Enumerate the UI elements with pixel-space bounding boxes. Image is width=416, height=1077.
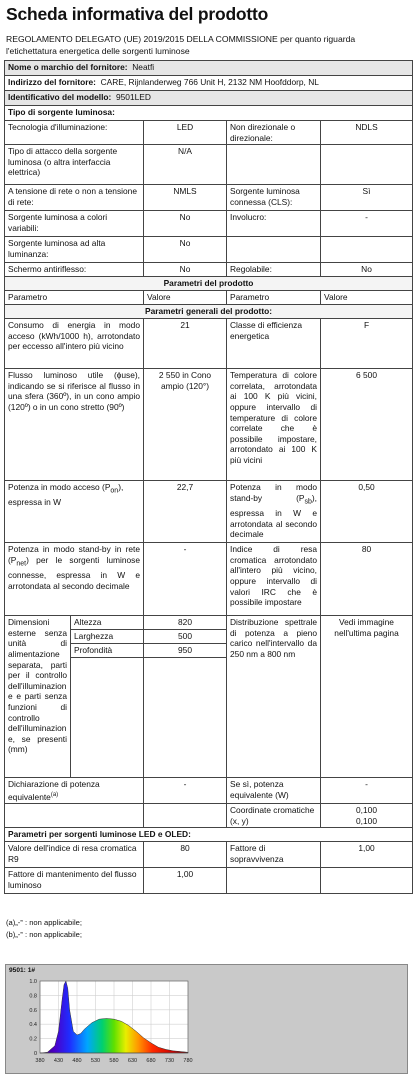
tecnologia-label: Tecnologia d'illuminazione: [5,121,144,145]
footnotes [6,917,82,941]
pnet-value: - [144,543,227,616]
x-tick-label: 480 [72,1058,82,1064]
supplier-address-label: Indirizzo del fornitore: [8,77,96,87]
general-header: Parametri generali del prodotto: [5,305,413,319]
sopravvivenza-label: Fattore di sopravvivenza [227,842,321,868]
consumo-label: Consumo di energia in modo acceso (kWh/1000 h), arrotondato per eccesso all'intero più vicino [5,319,144,369]
luminanza-value: No [144,237,227,263]
table-row [5,842,413,868]
pon-value: 22,7 [144,481,227,543]
r9-label: Valore dell'indice di resa cromatica R9 [5,842,144,868]
flusso-value: 2 550 in Cono ampio (120°) [144,369,227,481]
classe-label: Classe di efficienza energetica [227,319,321,369]
larghezza-value: 500 [144,630,227,644]
model-id: 9501LED [115,92,151,102]
page-title: Scheda informativa del prodotto [6,4,269,24]
spectrum-plot [6,975,407,1071]
table-row [5,369,413,481]
mantenimento-value: 1,00 [144,868,227,894]
col-valore: Valore [144,291,227,305]
psb-value: 0,50 [321,481,413,543]
dichiarazione-label: Dichiarazione di potenza equivalente$^{(a)}$ [5,778,144,804]
col-valore-2: Valore [321,291,413,305]
y-tick-label: 0.6 [29,1007,37,1014]
temperatura-value: 6 500 [321,369,413,481]
table-row [5,76,413,91]
distribuzione-value: Vedi immagine nell'ultima pagina [321,616,413,778]
equivalente-label: Se sì, potenza equivalente (W) [227,778,321,804]
x-tick-label: 380 [35,1058,45,1064]
classe-value: F [321,319,413,369]
altezza-label: Altezza [71,616,144,630]
involucro-label: Involucro: [227,211,321,237]
table-row [5,868,413,894]
attacco-value: N/A [144,145,227,185]
table-row [5,61,413,76]
larghezza-label: Larghezza [71,630,144,644]
tensione-label: A tensione di rete o non a tensione di rete: [5,185,144,211]
tecnologia-value: LED [144,121,227,145]
pon-label: Potenza in modo acceso $(P_{on})$, espressa in W [5,481,144,543]
x-tick-label: 780 [183,1058,193,1064]
table-row [5,616,413,630]
table-row [5,91,413,106]
tensione-value: NMLS [144,185,227,211]
col-parametro: Parametro [5,291,144,305]
x-tick-label: 580 [109,1058,119,1064]
table-row [5,121,413,145]
table-row [5,828,413,842]
table-row [5,263,413,277]
table-row [5,543,413,616]
table-row [5,481,413,543]
x-tick-label: 530 [90,1058,101,1064]
profondita-value: 950 [144,644,227,658]
table-row [5,804,413,828]
equivalente-value: - [321,778,413,804]
spectrum-title: 9501: 1# [9,967,36,974]
x-tick-label: 680 [146,1058,156,1064]
led-header: Parametri per sorgenti luminose LED e OLED: [5,828,413,842]
supplier-address: CARE, Rijnlanderweg 766 Unit H, 2132 NM Hoofddorp, NL [100,77,319,87]
mantenimento-label: Fattore di mantenimento del flusso luminoso [5,868,144,894]
dichiarazione-value: - [144,778,227,804]
table-row [5,778,413,804]
table-row [5,277,413,291]
footnote-a: (a)„-‟ : non applicabile; [6,918,82,927]
involucro-value: - [321,211,413,237]
direzionale-label: Non direzionale o direzionale: [227,121,321,145]
irc-value: 80 [321,543,413,616]
irc-label: Indice di resa cromatica arrotondato all'intero più vicino, oppure intervallo di valori IRC che è possibile impostare [227,543,321,616]
table-row [5,319,413,369]
y-tick-label: 0.4 [29,1022,37,1029]
table-row [5,291,413,305]
profondita-label: Profondità [71,644,144,658]
antiriflesso-label: Schermo antiriflesso: [5,263,144,277]
table-row [5,305,413,319]
sopravvivenza-value: 1,00 [321,842,413,868]
connessa-value: Sì [321,185,413,211]
pnet-label: Potenza in modo stand-by in rete $(P_{net})$ per le sorgenti luminose connesse, espressa in W e arrotondata al secondo decimale [5,543,144,616]
table-row [5,145,413,185]
direzionale-value: NDLS [321,121,413,145]
consumo-value: 21 [144,319,227,369]
temperatura-label: Temperatura di colore correlata, arrotondata ai 100 K più vicini, oppure intervallo di temperature di colore correlate che è possibile impostare, arrotondato ai 100 K più vicini [227,369,321,481]
model-id-label: Identificativo del modello: [8,92,112,102]
source-type-header: Tipo di sorgente luminosa: [5,106,413,121]
y-tick-label: 0.8 [29,993,37,1000]
table-row [5,211,413,237]
y-tick-label: 1.0 [29,979,37,985]
regolabile-label: Regolabile: [227,263,321,277]
regulation-text: REGOLAMENTO DELEGATO (UE) 2019/2015 DELLA COMMISSIONE per quanto riguarda l'etichettatura energetica delle sorgenti luminose [6,34,356,56]
table-row [5,185,413,211]
distribuzione-label: Distribuzione spettrale di potenza a pieno carico nell'intervallo da 250 nm a 800 nm [227,616,321,778]
colori-label: Sorgente luminosa a colori variabili: [5,211,144,237]
dimensioni-label: Dimensioni esterne senza unità di alimentazione separata, parti per il controllo dell'illuminazione e parti senza funzioni di controllo dell'illuminazione, se presenti (mm) [5,616,71,778]
y-tick-label: 0.2 [29,1036,37,1043]
altezza-value: 820 [144,616,227,630]
psb-label: Potenza in modo stand-by $(P_{sb})$, espressa in W e arrotondata al secondo decimale [227,481,321,543]
antiriflesso-value: No [144,263,227,277]
attacco-label: Tipo di attacco della sorgente luminosa (o altra interfaccia elettrica) [5,145,144,185]
table-row [5,106,413,121]
x-tick-label: 430 [53,1058,64,1064]
table-row [5,237,413,263]
product-table [4,60,413,894]
params-header: Parametri del prodotto [5,277,413,291]
colori-value: No [144,211,227,237]
connessa-label: Sorgente luminosa connessa (CLS): [227,185,321,211]
regolabile-value: No [321,263,413,277]
x-tick-label: 630 [127,1058,138,1064]
coordinate-value: 0,100 0,100 [321,804,413,828]
x-tick-label: 730 [164,1058,175,1064]
col-parametro-2: Parametro [227,291,321,305]
flusso-label: Flusso luminoso utile (ɸuse), indicando se si riferisce al flusso in una sfera (360º), in un cono ampio (120º) o in un cono stretto (90º) [5,369,144,481]
supplier-name-label: Nome o marchio del fornitore: [8,62,128,72]
supplier-name: Neatfi [132,62,155,72]
coordinate-label: Coordinate cromatiche (x, y) [227,804,321,828]
luminanza-label: Sorgente luminosa ad alta luminanza: [5,237,144,263]
footnote-b: (b)„-‟ : non applicabile; [6,930,82,939]
spectrum-chart [5,964,408,1074]
r9-value: 80 [144,842,227,868]
y-tick-label: 0 [33,1051,37,1057]
